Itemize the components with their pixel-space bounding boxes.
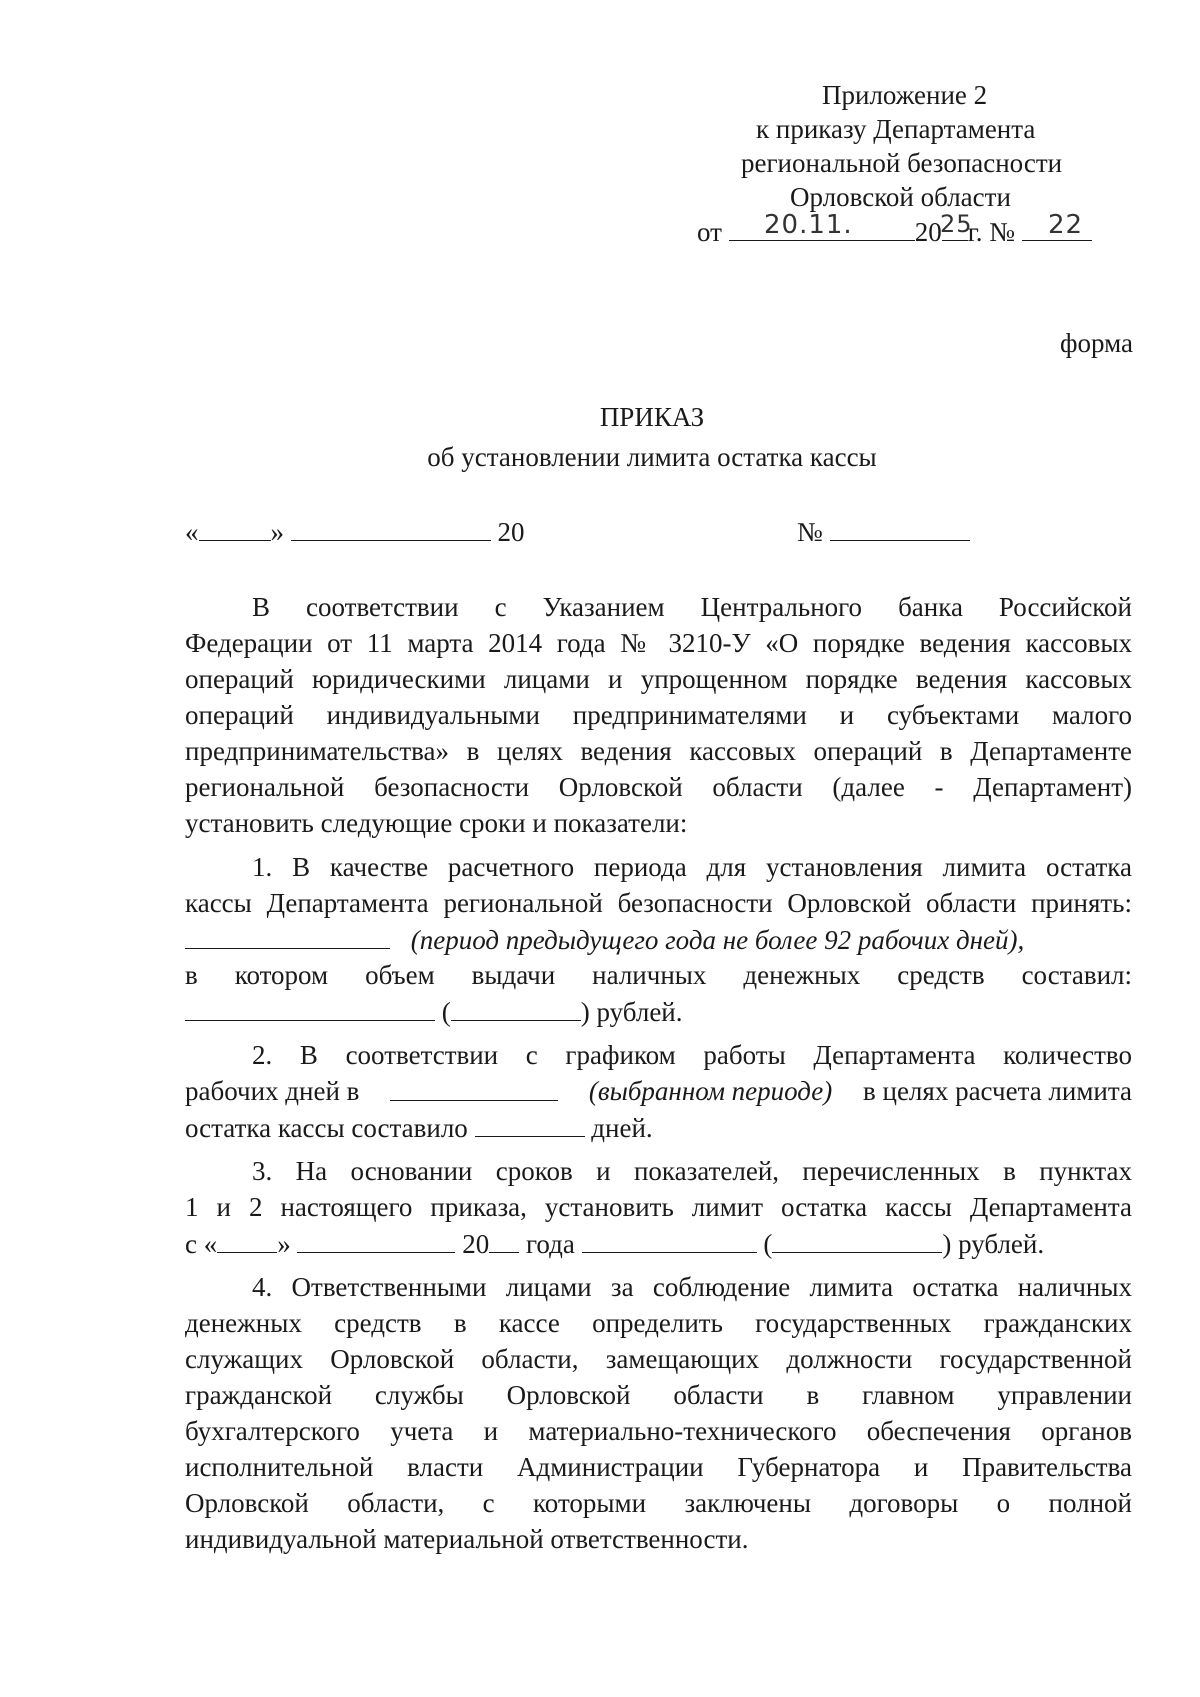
preamble-line-4: операций индивидуальными предпринимателями и субъектами малого <box>185 700 1132 730</box>
appendix-date-line <box>697 214 1092 249</box>
item3-line-1: 3. На основании сроков и показателей, перечисленных в пунктах <box>252 1156 1132 1186</box>
work-days-period-blank <box>390 1074 558 1101</box>
preamble-line-2: Федерации от 11 марта 2014 года № 3210-У «О порядке ведения кассовых <box>185 628 1132 658</box>
item3-year-word: года <box>525 1229 575 1259</box>
close-quote: » <box>270 517 284 547</box>
item3-close-quote: » <box>277 1229 291 1259</box>
item3-line-3 <box>185 1226 1044 1261</box>
order-number-line <box>797 514 970 549</box>
item3-paren-open: ( <box>763 1229 773 1259</box>
preamble-line-1: В соответствии с Указанием Центрального банка Российской <box>252 592 1132 622</box>
item2-work-days-label: рабочих дней в <box>185 1076 360 1106</box>
item4-line-5: бухгалтерского учета и материально-технического обеспечения органов <box>185 1416 1132 1446</box>
limit-month-blank <box>297 1226 455 1253</box>
amount-blank <box>185 994 435 1021</box>
from-label: от <box>697 217 722 247</box>
item2-days-word: дней. <box>591 1113 653 1143</box>
handwritten-number: 22 <box>1048 210 1084 240</box>
period-hint: (период предыдущего года не более 92 рабочих дней), <box>410 925 1025 955</box>
appendix-line-1: Приложение 2 <box>822 80 988 110</box>
period-blank <box>185 922 390 949</box>
limit-year-blank <box>489 1226 519 1253</box>
item3-tail: ) рублей. <box>942 1229 1045 1259</box>
item2-line-3 <box>185 1110 653 1145</box>
item3-year-prefix: 20 <box>462 1229 490 1259</box>
document-title: ПРИКАЗ <box>599 402 705 432</box>
year-prefix-20: 20 <box>497 517 525 547</box>
item2-line-2 <box>185 1074 1132 1108</box>
item4-line-3: служащих Орловской области, замещающих должности государственной <box>185 1344 1132 1374</box>
appendix-line-4: Орловской области <box>790 182 1011 212</box>
item3-line-2: 1 и 2 настоящего приказа, установить лимит остатка кассы Департамента <box>185 1192 1132 1222</box>
item4-line-1: 4. Ответственными лицами за соблюдение лимита остатка наличных <box>252 1272 1132 1302</box>
preamble-line-6: региональной безопасности Орловской области (далее - Департамент) <box>185 772 1132 802</box>
year-suffix: г. № <box>967 217 1015 247</box>
amount-paren-open: ( <box>441 997 451 1027</box>
item1-line-2: кассы Департамента региональной безопасности Орловской области принять: <box>185 888 1132 918</box>
item4-line-4: гражданской службы Орловской области в главном управлении <box>185 1380 1132 1410</box>
item4-line-6: исполнительной власти Администрации Губернатора и Правительства <box>185 1452 1132 1482</box>
preamble-line-3: операций юридическими лицами и упрощенном порядке ведения кассовых <box>185 664 1132 694</box>
day-blank <box>199 514 271 541</box>
item1-line-3 <box>185 922 1024 957</box>
document-subtitle: об установлении лимита остатка кассы <box>427 442 877 472</box>
item2-period-hint: (выбранном периоде) <box>588 1076 833 1106</box>
handwritten-date: 20.11. <box>764 210 853 240</box>
limit-day-blank <box>217 1226 277 1253</box>
item4-line-8: индивидуальной материальной ответственности. <box>185 1524 749 1554</box>
order-number-blank <box>830 514 970 541</box>
form-label: форма <box>1060 328 1133 358</box>
amount-words-blank <box>451 994 581 1021</box>
month-blank <box>291 514 491 541</box>
amount-tail: ) рублей. <box>580 997 683 1027</box>
item4-line-7: Орловской области, с которыми заключены договоры о полной <box>185 1488 1132 1518</box>
open-quote: « <box>185 517 199 547</box>
order-date-line <box>185 514 525 549</box>
days-count-blank <box>475 1110 585 1137</box>
item1-line-4: в котором объем выдачи наличных денежных средств составил: <box>185 960 1132 990</box>
appendix-line-2: к приказу Департамента <box>756 114 1036 144</box>
preamble-line-7: установить следующие сроки и показатели: <box>185 808 688 838</box>
limit-amount-blank <box>582 1226 757 1253</box>
item1-line-5 <box>185 994 683 1029</box>
item3-from: с « <box>185 1229 218 1259</box>
appendix-line-3: региональной безопасности <box>741 148 1063 178</box>
item2-line-1: 2. В соответствии с графиком работы Департамента количество <box>252 1040 1132 1070</box>
item4-line-2: денежных средств в кассе определить государственных гражданских <box>185 1308 1132 1338</box>
item2-total-label: остатка кассы составило <box>185 1113 468 1143</box>
handwritten-year: 25 <box>940 210 973 238</box>
number-sign: № <box>797 517 823 547</box>
preamble-line-5: предпринимательства» в целях ведения кассовых операций в Департаменте <box>185 736 1132 766</box>
year-prefix: 20 <box>914 217 942 247</box>
limit-amount-words-blank <box>772 1226 942 1253</box>
item2-purpose: в целях расчета лимита <box>863 1076 1132 1106</box>
item1-line-1: 1. В качестве расчетного периода для установления лимита остатка <box>252 852 1132 882</box>
